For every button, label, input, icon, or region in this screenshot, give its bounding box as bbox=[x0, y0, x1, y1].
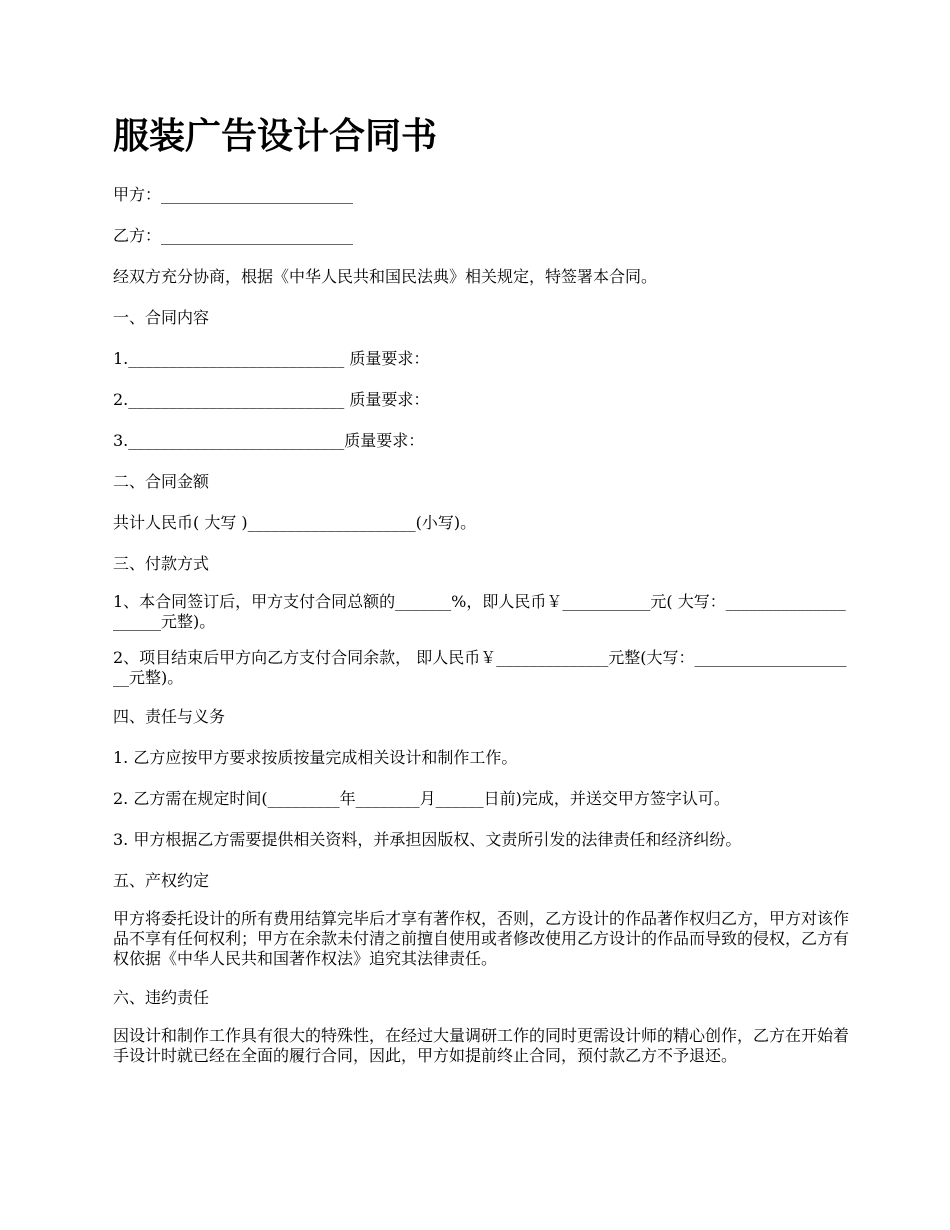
section-heading-duties: 四、责任与义务 bbox=[113, 707, 226, 726]
duty-clause-3: 3. 甲方根据乙方需要提供相关资料，并承担因版权、文责所引发的法律责任和经济纠纷。 bbox=[113, 830, 742, 849]
duty-clause-1: 1. 乙方应按甲方要求按质按量完成相关设计和制作工作。 bbox=[113, 748, 518, 767]
party-b-line: 乙方：________________________ bbox=[113, 226, 354, 245]
party-a-line: 甲方：________________________ bbox=[113, 185, 354, 204]
payment-clause-2: 2、项目结束后甲方向乙方支付合同余款， 即人民币￥______________元整(大写：_____________________元整)。 bbox=[113, 648, 847, 687]
section-heading-contract-amount: 二、合同金额 bbox=[113, 472, 210, 491]
contract-item-2: 2.___________________________ 质量要求： bbox=[113, 390, 430, 409]
contract-amount-line: 共计人民币( 大写 )_____________________(小写)。 bbox=[113, 513, 477, 532]
section-heading-property: 五、产权约定 bbox=[113, 871, 210, 890]
intro-paragraph: 经双方充分协商，根据《中华人民共和国民法典》相关规定，特签署本合同。 bbox=[113, 267, 658, 286]
document-body bbox=[113, 112, 853, 1082]
section-heading-breach: 六、违约责任 bbox=[113, 988, 210, 1007]
section-heading-contract-content: 一、合同内容 bbox=[113, 308, 210, 327]
contract-item-3: 3.___________________________质量要求： bbox=[113, 431, 425, 450]
payment-clause-1: 1、本合同签订后，甲方支付合同总额的_______%，即人民币￥___________元( 大写：_____________________元整)。 bbox=[113, 592, 846, 631]
contract-item-1: 1.___________________________ 质量要求： bbox=[113, 349, 430, 368]
property-paragraph: 甲方将委托设计的所有费用结算完毕后才享有著作权，否则，乙方设计的作品著作权归乙方，甲方对该作品不享有任何权利；甲方在余款未付清之前擅自使用或者修改使用乙方设计的作品而导致的侵权，乙方有权依据《中华人民共和国著作权法》追究其法律责任。 bbox=[113, 909, 850, 968]
document-title: 服装广告设计合同书 bbox=[113, 115, 438, 157]
duty-clause-2: 2. 乙方需在规定时间(_________年________月______日前)完成，并送交甲方签字认可。 bbox=[113, 789, 730, 808]
breach-paragraph: 因设计和制作工作具有很大的特殊性，在经过大量调研工作的同时更需设计师的精心创作，乙方在开始着手设计时就已经在全面的履行合同，因此，甲方如提前终止合同，预付款乙方不予退还。 bbox=[113, 1026, 850, 1065]
section-heading-payment: 三、付款方式 bbox=[113, 554, 210, 573]
